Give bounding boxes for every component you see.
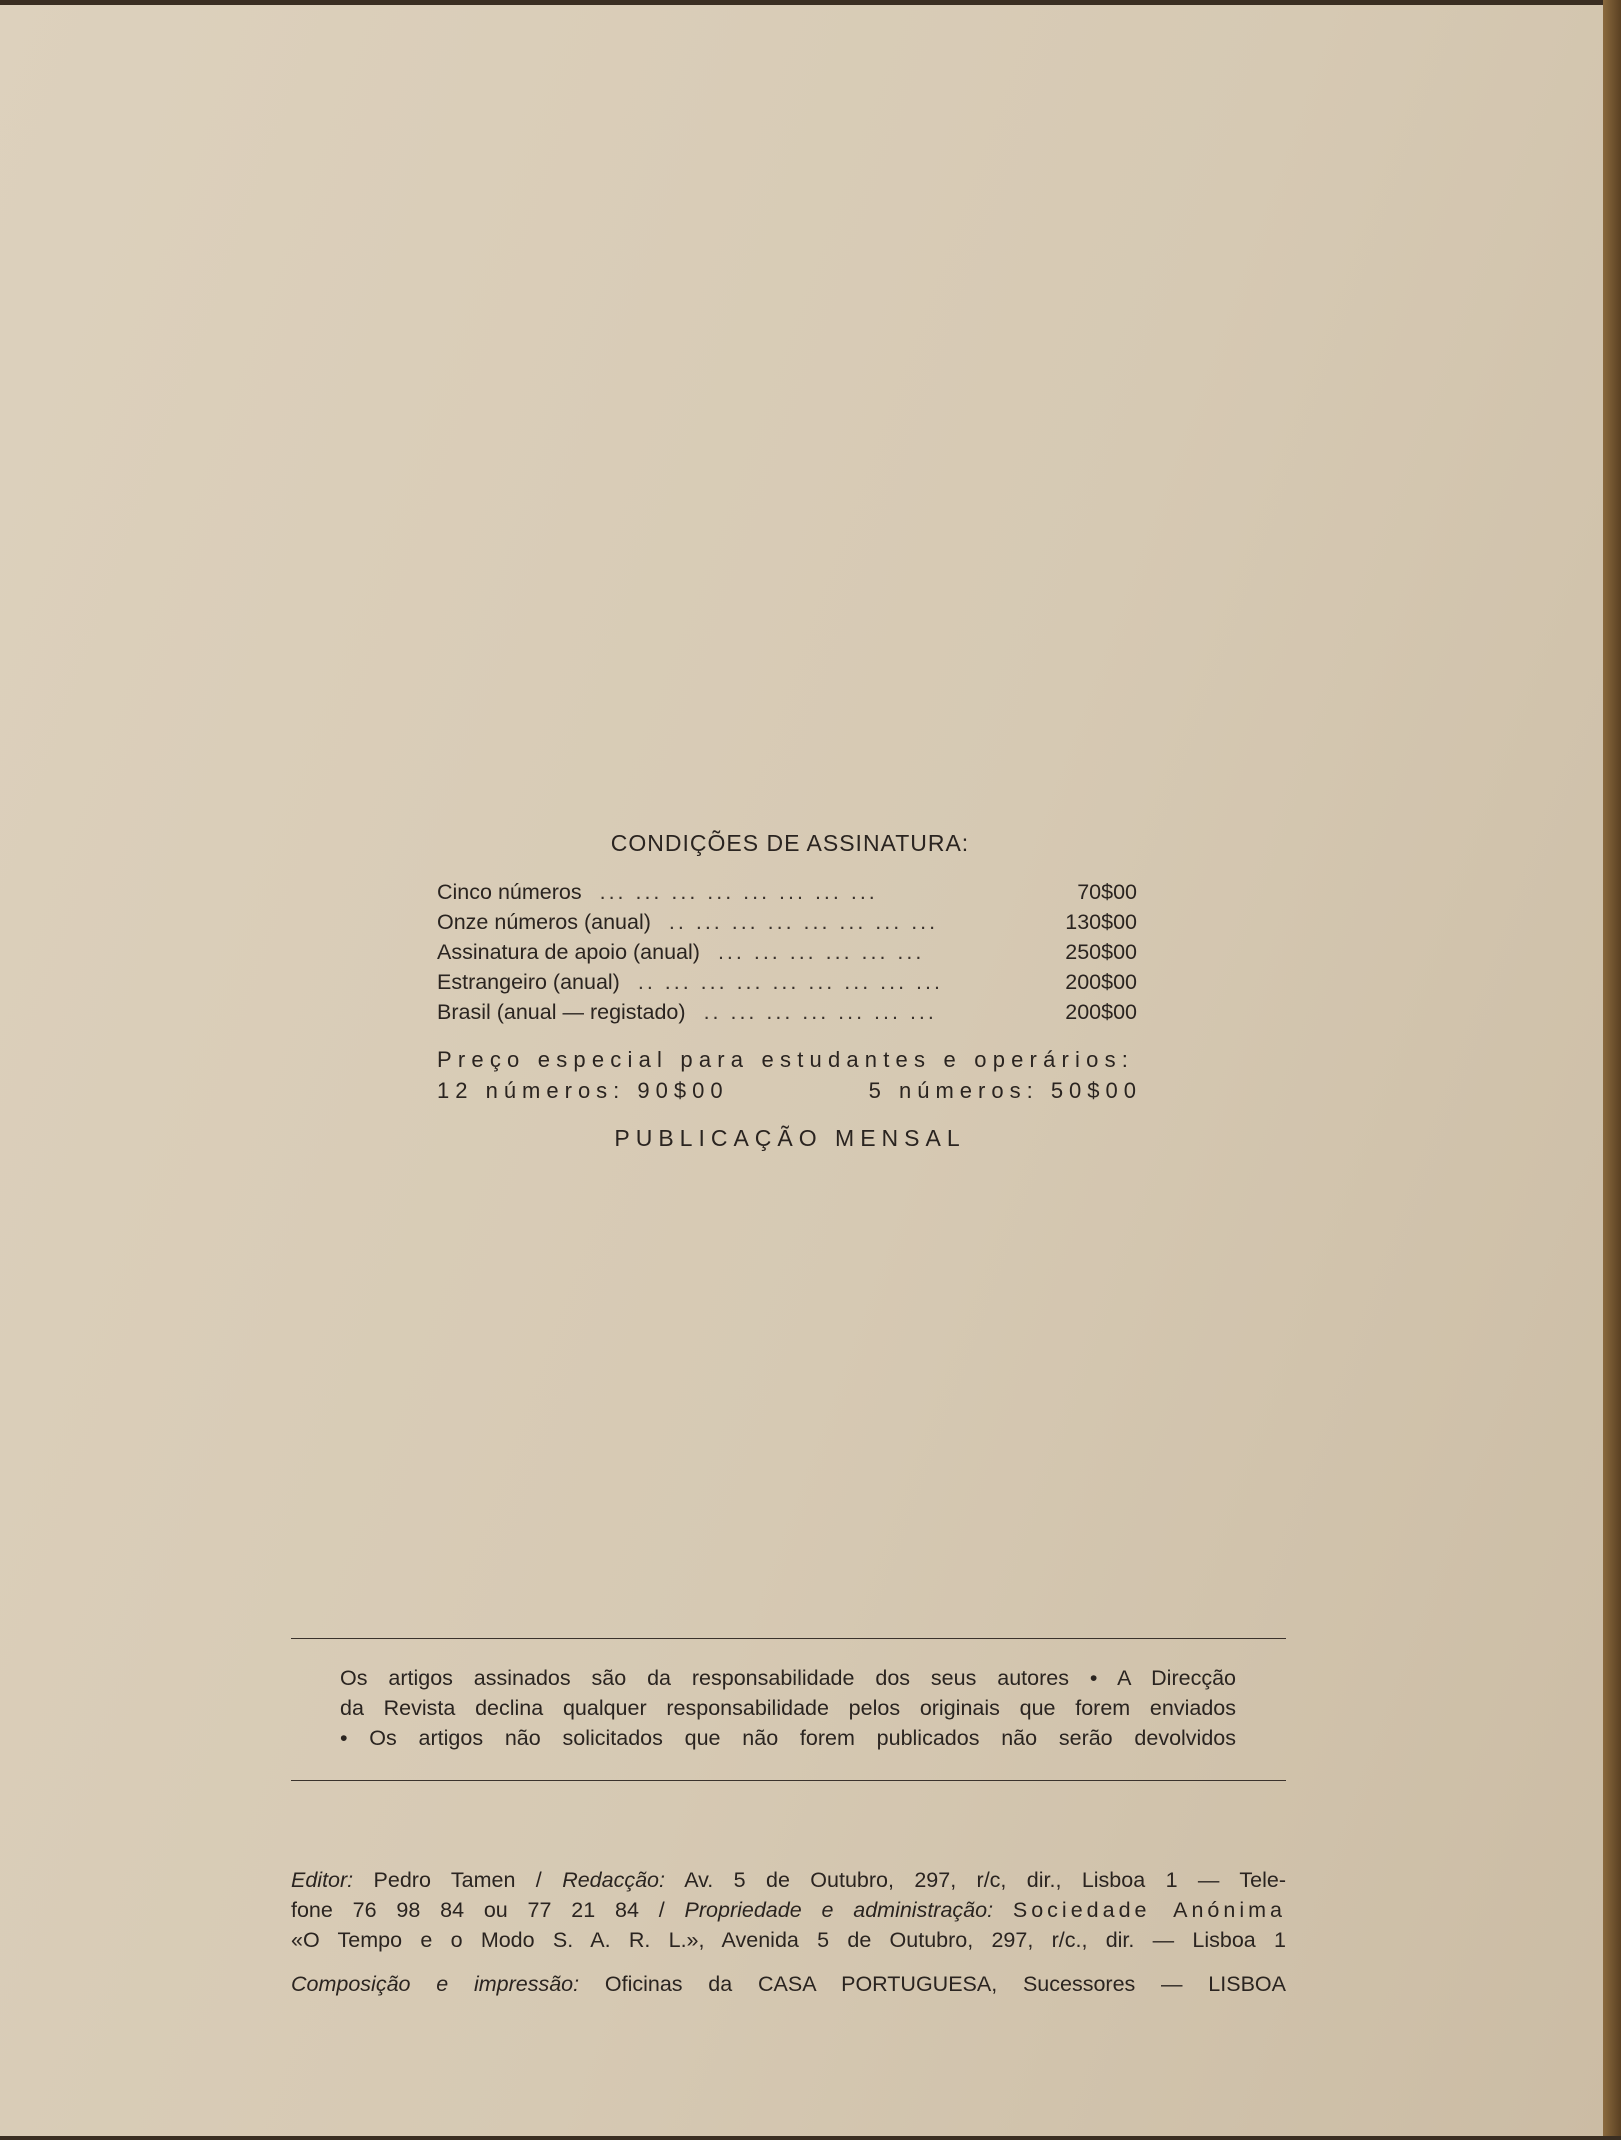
leader-dots: .. ... ... ... ... ... ... ... ...	[637, 970, 943, 994]
redaccao-address: Av. 5 de Outubro, 297, r/c, dir., Lisboa 1 — Tele-	[684, 1868, 1286, 1892]
page-top-edge	[0, 0, 1621, 5]
editor-name: Pedro Tamen /	[373, 1868, 542, 1892]
credits-line-2	[291, 1895, 1286, 1925]
leader-dots: ... ... ... ... ... ...	[717, 940, 925, 964]
leader-dots: ... ... ... ... ... ... ... ...	[599, 880, 878, 904]
disclaimer-line: • Os artigos não solicitados que não forem publicados não serão devolvidos	[340, 1726, 1236, 1750]
price-label: Assinatura de apoio (anual)	[437, 940, 700, 964]
subscription-price-table	[437, 880, 1137, 1030]
disclaimer-line: Os artigos assinados são da responsabilidade dos seus autores • A Direcção	[340, 1666, 1236, 1690]
price-value: 250$00	[1065, 940, 1137, 964]
redaccao-label: Redacção:	[562, 1868, 665, 1892]
page-bottom-edge	[0, 2136, 1621, 2140]
credits-line-1	[291, 1865, 1286, 1895]
price-label: Brasil (anual — registado)	[437, 1000, 686, 1024]
price-value: 130$00	[1065, 910, 1137, 934]
subscription-title: CONDIÇÕES DE ASSINATURA:	[610, 830, 970, 856]
price-row	[437, 940, 1137, 970]
special-price-12: 12 números: 90$00	[437, 1078, 729, 1103]
price-label: Onze números (anual)	[437, 910, 651, 934]
special-price-heading: Preço especial para estudantes e operários:	[437, 1047, 1135, 1072]
special-price-5: 5 números: 50$00	[868, 1078, 1142, 1103]
composicao-text: Oficinas da CASA PORTUGUESA, Sucessores — LISBOA	[604, 1972, 1286, 1996]
leader-dots: .. ... ... ... ... ... ...	[703, 1000, 937, 1024]
price-row	[437, 1000, 1137, 1030]
divider-top	[291, 1638, 1286, 1639]
page-right-edge	[1603, 0, 1621, 2140]
editor-credits	[291, 1865, 1286, 1955]
company-type: Sociedade Anónima	[1012, 1898, 1286, 1922]
leader-dots: .. ... ... ... ... ... ... ...	[668, 910, 939, 934]
price-value: 70$00	[1077, 880, 1137, 904]
special-prices	[437, 1078, 1142, 1104]
composicao-label: Composição e impressão:	[291, 1972, 580, 1996]
disclaimer-line: da Revista declina qualquer responsabilidade pelos originais que forem enviados	[340, 1696, 1236, 1720]
price-label: Cinco números	[437, 880, 582, 904]
price-label: Estrangeiro (anual)	[437, 970, 620, 994]
divider-bottom	[291, 1780, 1286, 1781]
propriedade-label: Propriedade e administração:	[684, 1898, 994, 1922]
composition-credits	[291, 1972, 1286, 1997]
editor-label: Editor:	[291, 1868, 354, 1892]
monthly-publication-label: PUBLICAÇÃO MENSAL	[614, 1125, 966, 1151]
phone-numbers: fone 76 98 84 ou 77 21 84 /	[291, 1898, 665, 1922]
price-row	[437, 880, 1137, 910]
price-row	[437, 970, 1137, 1000]
credits-line-3: «O Tempo e o Modo S. A. R. L.», Avenida 5 de Outubro, 297, r/c., dir. — Lisboa 1	[291, 1928, 1286, 1952]
disclaimer-block	[340, 1663, 1236, 1753]
price-value: 200$00	[1065, 970, 1137, 994]
price-row	[437, 910, 1137, 940]
price-value: 200$00	[1065, 1000, 1137, 1024]
